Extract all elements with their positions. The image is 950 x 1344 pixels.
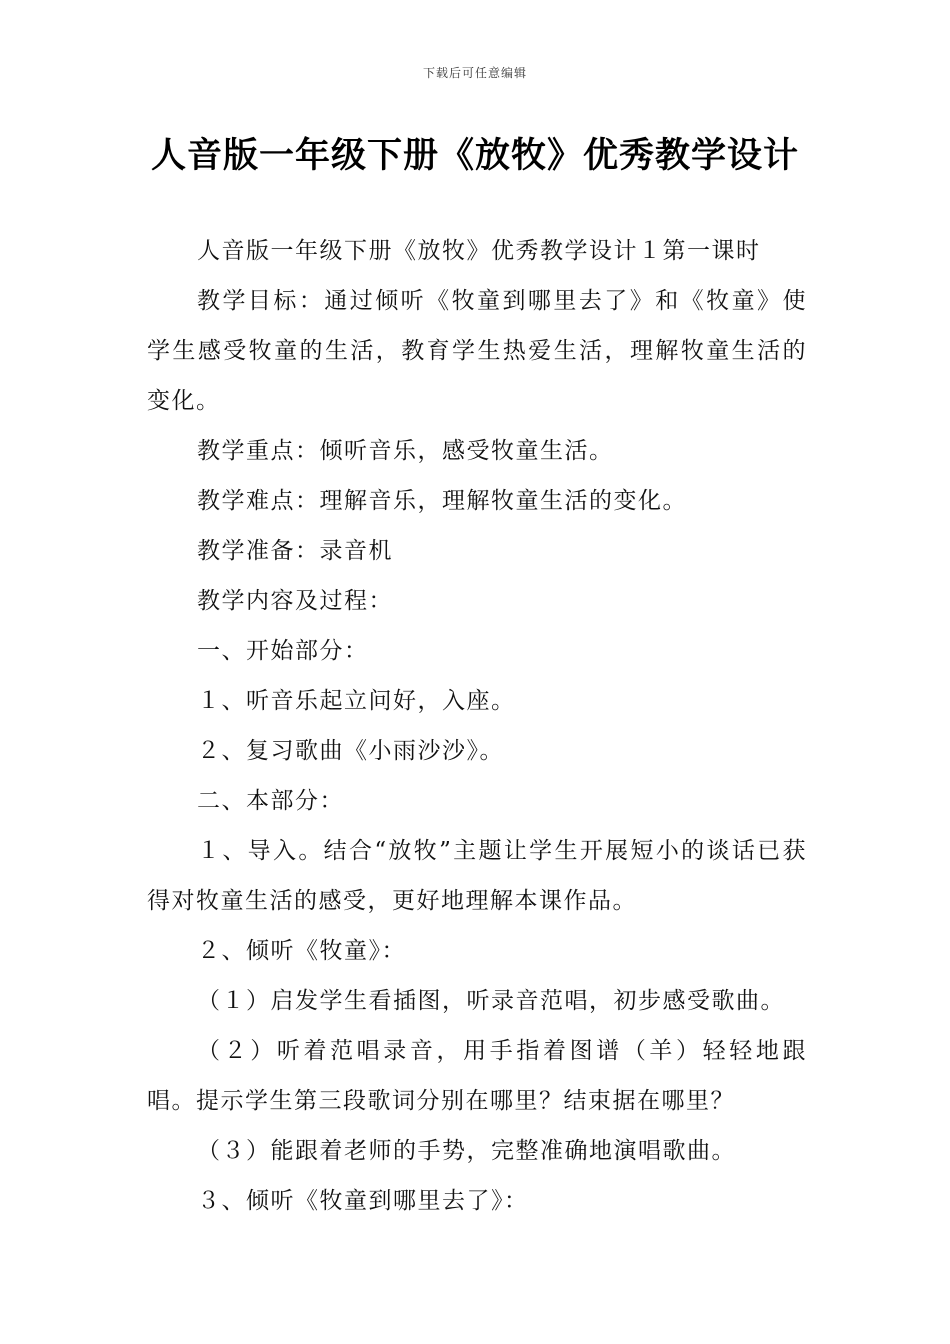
paragraph-sub-item-2: （２）听着范唱录音，用手指着图谱（羊）轻轻地跟唱。提示学生第三段歌词分别在哪里？结束据在哪里？ bbox=[147, 1038, 807, 1114]
paragraph-subtitle: 人音版一年级下册《放牧》优秀教学设计１第一课时 bbox=[197, 238, 761, 264]
paragraph-sub-item-3: （３）能跟着老师的手势，完整准确地演唱歌曲。 bbox=[197, 1138, 736, 1164]
paragraph-section-one: 一、开始部分： bbox=[197, 638, 369, 664]
document-body bbox=[147, 226, 807, 1226]
header-note: 下载后可任意编辑 bbox=[422, 66, 527, 80]
paragraph-item-1-1: １、听音乐起立问好，入座。 bbox=[197, 688, 516, 714]
paragraph-item-2-1: １、导入。结合“放牧”主题让学生开展短小的谈话已获得对牧童生活的感受，更好地理解本课作品。 bbox=[147, 838, 807, 914]
paragraph-sub-item-1: （１）启发学生看插图，听录音范唱，初步感受歌曲。 bbox=[197, 988, 785, 1014]
paragraph-item-2-2: ２、倾听《牧童》： bbox=[197, 938, 406, 964]
paragraph-section-two: 二、本部分： bbox=[197, 788, 344, 814]
paragraph-objectives: 教学目标：通过倾听《牧童到哪里去了》和《牧童》使学生感受牧童的生活，教育学生热爱生活，理解牧童生活的变化。 bbox=[147, 288, 807, 414]
paragraph-difficulties: 教学难点：理解音乐，理解牧童生活的变化。 bbox=[197, 488, 687, 514]
paragraph-key-points: 教学重点：倾听音乐，感受牧童生活。 bbox=[197, 438, 614, 464]
paragraph-content-heading: 教学内容及过程： bbox=[197, 588, 393, 614]
document-title: 人音版一年级下册《放牧》优秀教学设计 bbox=[150, 136, 799, 176]
paragraph-item-1-2: ２、复习歌曲《小雨沙沙》。 bbox=[197, 738, 504, 764]
paragraph-item-2-3: ３、倾听《牧童到哪里去了》： bbox=[197, 1188, 529, 1214]
paragraph-preparation: 教学准备：录音机 bbox=[197, 538, 393, 564]
